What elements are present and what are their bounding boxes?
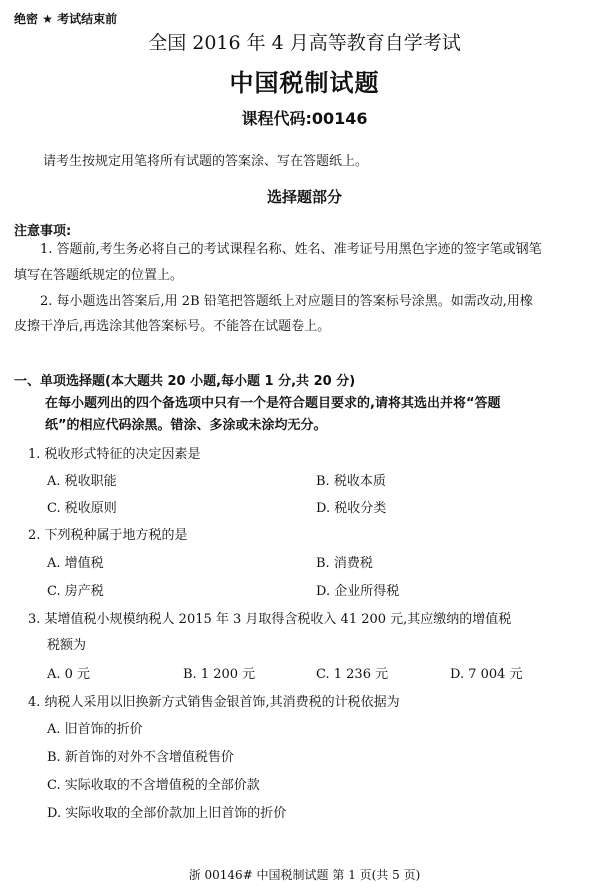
question-4-option-a: A. 旧首饰的折价 (47, 722, 143, 737)
question-1-option-d: D. 税收分类 (316, 501, 387, 516)
instruction-text: 请考生按规定用笔将所有试题的答案涂、写在答题纸上。 (43, 154, 369, 169)
question-4-option-c: C. 实际收取的不含增值税的全部价款 (47, 778, 260, 793)
question-3-option-d: D. 7 004 元 (450, 667, 523, 682)
note-2-line-2: 皮擦干净后,再选涂其他答案标号。不能答在试题卷上。 (14, 319, 331, 334)
notes-heading: 注意事项: (14, 224, 72, 239)
part1-desc-line-1: 在每小题列出的四个备选项中只有一个是符合题目要求的,请将其选出并将“答题 (45, 396, 501, 411)
question-1-option-a: A. 税收职能 (47, 474, 117, 489)
question-2-option-a: A. 增值税 (47, 556, 104, 571)
exam-title: 全国 2016 年 4 月高等教育自学考试 (148, 32, 461, 54)
part1-heading: 一、单项选择题(本大题共 20 小题,每小题 1 分,共 20 分) (14, 374, 356, 389)
question-2-option-b: B. 消费税 (316, 556, 373, 571)
question-4-option-b: B. 新首饰的对外不含增值税售价 (47, 750, 234, 765)
question-1-stem: 1. 税收形式特征的决定因素是 (28, 447, 201, 462)
question-4-stem: 4. 纳税人采用以旧换新方式销售金银首饰,其消费税的计税依据为 (28, 695, 400, 710)
section-title: 选择题部分 (266, 188, 342, 206)
course-code: 课程代码:00146 (241, 109, 368, 128)
question-3-stem-line-2: 税额为 (47, 638, 87, 653)
note-1-line-2: 填写在答题纸规定的位置上。 (14, 268, 184, 283)
part1-desc-line-2: 纸”的相应代码涂黑。错涂、多涂或未涂均无分。 (45, 418, 327, 433)
question-4-option-d: D. 实际收取的全部价款加上旧首饰的折价 (47, 806, 287, 821)
question-1-option-b: B. 税收本质 (316, 474, 386, 489)
question-2-stem: 2. 下列税种属于地方税的是 (28, 528, 188, 543)
note-2-line-1: 2. 每小题选出答案后,用 2B 铅笔把答题纸上对应题目的答案标号涂黑。如需改动,用橡 (40, 294, 533, 309)
question-3-option-a: A. 0 元 (47, 667, 91, 682)
page-footer: 浙 00146# 中国税制试题 第 1 页(共 5 页) (188, 868, 421, 882)
question-2-option-c: C. 房产税 (47, 584, 104, 599)
question-3-option-b: B. 1 200 元 (183, 667, 256, 682)
question-3-option-c: C. 1 236 元 (316, 667, 389, 682)
question-1-option-c: C. 税收原则 (47, 501, 117, 516)
paper-title: 中国税制试题 (229, 69, 380, 97)
question-3-stem: 3. 某增值税小规模纳税人 2015 年 3 月取得含税收入 41 200 元,其应缴纳的增值税 (28, 612, 512, 627)
note-1-line-1: 1. 答题前,考生务必将自己的考试课程名称、姓名、准考证号用黑色字迹的签字笔或钢笔 (40, 242, 542, 257)
question-2-option-d: D. 企业所得税 (316, 584, 400, 599)
confidential-mark: 绝密 ★ 考试结束前 (14, 12, 118, 26)
